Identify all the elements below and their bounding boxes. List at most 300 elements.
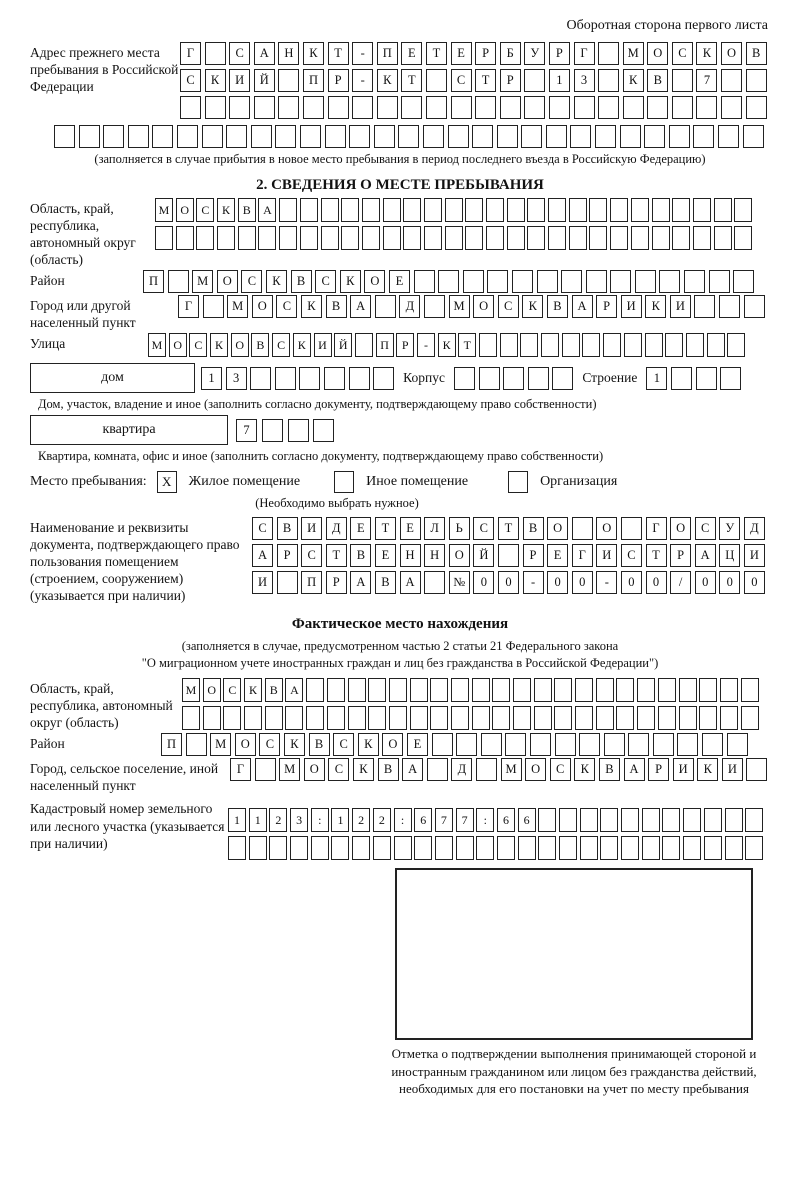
char-cell[interactable] [727,333,745,357]
char-cell[interactable] [598,69,619,92]
char-cell[interactable]: Р [396,333,414,357]
apartment-field-box[interactable]: квартира [30,415,228,445]
char-cell[interactable] [644,125,665,148]
char-cell[interactable]: О [203,678,221,702]
char-cell[interactable]: Д [326,517,347,540]
char-cell[interactable] [375,295,396,318]
char-cell[interactable] [586,270,607,293]
char-cell[interactable]: Р [326,571,347,594]
char-cell[interactable]: Р [277,544,298,567]
char-cell[interactable] [530,733,551,756]
char-cell[interactable]: И [673,758,694,781]
char-cell[interactable] [389,706,407,730]
char-cell[interactable] [472,706,490,730]
char-cell[interactable] [721,69,742,92]
char-cell[interactable]: С [301,544,322,567]
char-cell[interactable]: С [259,733,280,756]
char-cell[interactable] [694,295,715,318]
char-cell[interactable] [262,419,283,442]
char-cell[interactable]: К [217,198,235,222]
char-cell[interactable] [647,96,668,119]
char-cell[interactable]: Р [328,69,349,92]
char-cell[interactable] [424,295,445,318]
char-cell[interactable]: С [550,758,571,781]
char-cell[interactable]: - [352,42,373,65]
char-cell[interactable]: О [473,295,494,318]
char-cell[interactable]: В [746,42,767,65]
char-cell[interactable]: М [192,270,213,293]
char-cell[interactable]: Й [334,333,352,357]
char-cell[interactable] [196,226,214,250]
char-cell[interactable] [430,678,448,702]
char-cell[interactable]: Г [572,544,593,567]
char-cell[interactable] [684,270,705,293]
char-cell[interactable]: Г [180,42,201,65]
char-cell[interactable]: Т [426,42,447,65]
char-cell[interactable] [652,198,670,222]
char-cell[interactable] [720,367,741,390]
char-cell[interactable] [746,69,767,92]
char-cell[interactable]: С [328,758,349,781]
char-cell[interactable]: 7 [435,808,453,832]
char-cell[interactable]: И [744,544,765,567]
char-cell[interactable] [702,733,723,756]
char-cell[interactable] [398,125,419,148]
char-cell[interactable]: Г [230,758,251,781]
char-cell[interactable] [659,270,680,293]
char-cell[interactable] [603,333,621,357]
char-cell[interactable] [574,96,595,119]
char-cell[interactable]: Т [326,544,347,567]
char-cell[interactable]: Е [400,517,421,540]
char-cell[interactable]: 6 [518,808,536,832]
char-cell[interactable] [672,198,690,222]
char-cell[interactable] [562,333,580,357]
char-cell[interactable] [616,678,634,702]
char-cell[interactable] [277,571,298,594]
char-cell[interactable]: В [291,270,312,293]
char-cell[interactable]: А [695,544,716,567]
char-cell[interactable]: 2 [373,808,391,832]
char-cell[interactable] [683,808,701,832]
char-cell[interactable] [362,198,380,222]
char-cell[interactable] [534,706,552,730]
char-cell[interactable] [513,706,531,730]
char-cell[interactable] [288,419,309,442]
char-cell[interactable] [279,198,297,222]
char-cell[interactable]: П [377,42,398,65]
char-cell[interactable]: 7 [696,69,717,92]
char-cell[interactable] [589,198,607,222]
char-cell[interactable] [389,678,407,702]
char-cell[interactable]: Б [500,42,521,65]
char-cell[interactable]: А [400,571,421,594]
char-cell[interactable] [313,419,334,442]
char-cell[interactable] [290,836,308,860]
char-cell[interactable] [598,42,619,65]
char-cell[interactable]: 3 [290,808,308,832]
char-cell[interactable] [637,678,655,702]
char-cell[interactable] [54,125,75,148]
char-cell[interactable] [538,836,556,860]
char-cell[interactable] [424,198,442,222]
char-cell[interactable] [595,125,616,148]
char-cell[interactable]: В [350,544,371,567]
char-cell[interactable] [549,96,570,119]
char-cell[interactable] [498,544,519,567]
char-cell[interactable] [569,198,587,222]
char-cell[interactable] [546,125,567,148]
char-cell[interactable] [481,733,502,756]
char-cell[interactable]: К [266,270,287,293]
char-cell[interactable]: 1 [201,367,222,390]
char-cell[interactable] [426,69,447,92]
char-cell[interactable] [348,678,366,702]
char-cell[interactable]: Т [458,333,476,357]
char-cell[interactable]: С [621,544,642,567]
char-cell[interactable]: С [333,733,354,756]
char-cell[interactable] [734,226,752,250]
char-cell[interactable] [321,226,339,250]
char-cell[interactable] [696,96,717,119]
char-cell[interactable] [672,69,693,92]
char-cell[interactable] [176,226,194,250]
char-cell[interactable]: Т [646,544,667,567]
char-cell[interactable] [275,125,296,148]
char-cell[interactable] [725,808,743,832]
char-cell[interactable]: М [210,733,231,756]
char-cell[interactable]: И [314,333,332,357]
char-cell[interactable] [623,96,644,119]
char-cell[interactable] [180,96,201,119]
char-cell[interactable]: Н [278,42,299,65]
char-cell[interactable] [696,367,717,390]
char-cell[interactable] [637,706,655,730]
char-cell[interactable] [217,226,235,250]
char-cell[interactable]: 2 [269,808,287,832]
char-cell[interactable]: Р [596,295,617,318]
char-cell[interactable] [662,808,680,832]
char-cell[interactable] [497,836,515,860]
char-cell[interactable] [348,706,366,730]
char-cell[interactable] [527,198,545,222]
char-cell[interactable] [512,270,533,293]
char-cell[interactable]: П [301,571,322,594]
char-cell[interactable]: С [473,517,494,540]
char-cell[interactable]: О [364,270,385,293]
char-cell[interactable] [693,198,711,222]
char-cell[interactable]: Е [389,270,410,293]
char-cell[interactable] [155,226,173,250]
char-cell[interactable] [620,125,641,148]
char-cell[interactable]: К [697,758,718,781]
char-cell[interactable]: 0 [572,571,593,594]
char-cell[interactable]: О [449,544,470,567]
char-cell[interactable] [541,333,559,357]
char-cell[interactable] [306,678,324,702]
char-cell[interactable]: 0 [498,571,519,594]
char-cell[interactable]: Г [574,42,595,65]
char-cell[interactable] [487,270,508,293]
char-cell[interactable] [454,367,475,390]
char-cell[interactable] [669,125,690,148]
char-cell[interactable] [507,226,525,250]
char-cell[interactable]: О [670,517,691,540]
char-cell[interactable]: Т [328,42,349,65]
char-cell[interactable]: К [358,733,379,756]
char-cell[interactable] [486,198,504,222]
char-cell[interactable] [679,706,697,730]
char-cell[interactable]: С [252,517,273,540]
char-cell[interactable] [251,125,272,148]
char-cell[interactable]: В [547,295,568,318]
char-cell[interactable]: - [596,571,617,594]
char-cell[interactable] [451,678,469,702]
char-cell[interactable] [677,733,698,756]
char-cell[interactable]: В [265,678,283,702]
char-cell[interactable]: 0 [473,571,494,594]
char-cell[interactable] [341,198,359,222]
char-cell[interactable]: К [645,295,666,318]
char-cell[interactable]: М [227,295,248,318]
char-cell[interactable]: С [672,42,693,65]
char-cell[interactable] [699,678,717,702]
char-cell[interactable] [451,96,472,119]
char-cell[interactable]: С [229,42,250,65]
char-cell[interactable] [598,96,619,119]
char-cell[interactable] [374,125,395,148]
char-cell[interactable] [720,706,738,730]
char-cell[interactable]: К [340,270,361,293]
char-cell[interactable]: В [277,517,298,540]
char-cell[interactable] [579,733,600,756]
char-cell[interactable] [279,226,297,250]
char-cell[interactable] [435,836,453,860]
char-cell[interactable] [479,333,497,357]
char-cell[interactable]: 7 [236,419,257,442]
char-cell[interactable]: С [315,270,336,293]
char-cell[interactable]: И [229,69,250,92]
char-cell[interactable]: - [523,571,544,594]
char-cell[interactable] [423,125,444,148]
char-cell[interactable] [476,836,494,860]
char-cell[interactable] [572,517,593,540]
char-cell[interactable] [463,270,484,293]
char-cell[interactable] [709,270,730,293]
char-cell[interactable] [628,733,649,756]
char-cell[interactable] [299,367,320,390]
char-cell[interactable] [362,226,380,250]
char-cell[interactable] [269,836,287,860]
char-cell[interactable] [580,836,598,860]
char-cell[interactable]: П [303,69,324,92]
char-cell[interactable] [548,226,566,250]
char-cell[interactable] [424,226,442,250]
organization-checkbox[interactable] [508,471,528,493]
char-cell[interactable] [621,517,642,540]
char-cell[interactable]: Е [375,544,396,567]
char-cell[interactable] [497,125,518,148]
char-cell[interactable]: К [623,69,644,92]
char-cell[interactable] [479,367,500,390]
char-cell[interactable] [658,706,676,730]
char-cell[interactable] [589,226,607,250]
char-cell[interactable] [672,226,690,250]
char-cell[interactable]: 6 [497,808,515,832]
char-cell[interactable]: 3 [226,367,247,390]
char-cell[interactable] [554,706,572,730]
char-cell[interactable] [720,678,738,702]
char-cell[interactable]: Н [400,544,421,567]
char-cell[interactable]: О [176,198,194,222]
char-cell[interactable] [610,226,628,250]
char-cell[interactable] [658,678,676,702]
char-cell[interactable] [741,706,759,730]
char-cell[interactable]: : [311,808,329,832]
char-cell[interactable] [714,198,732,222]
char-cell[interactable] [311,836,329,860]
char-cell[interactable]: / [670,571,691,594]
char-cell[interactable] [733,270,754,293]
char-cell[interactable] [554,678,572,702]
char-cell[interactable]: Е [407,733,428,756]
char-cell[interactable] [520,333,538,357]
char-cell[interactable] [699,706,717,730]
char-cell[interactable]: Г [646,517,667,540]
char-cell[interactable]: В [599,758,620,781]
char-cell[interactable] [203,706,221,730]
char-cell[interactable] [373,367,394,390]
char-cell[interactable]: П [376,333,394,357]
char-cell[interactable] [635,270,656,293]
char-cell[interactable]: Й [473,544,494,567]
char-cell[interactable] [427,758,448,781]
char-cell[interactable] [465,226,483,250]
char-cell[interactable] [377,96,398,119]
char-cell[interactable] [718,125,739,148]
char-cell[interactable]: С [180,69,201,92]
char-cell[interactable] [513,678,531,702]
char-cell[interactable]: Ц [719,544,740,567]
char-cell[interactable] [524,96,545,119]
char-cell[interactable] [693,226,711,250]
char-cell[interactable]: А [258,198,276,222]
char-cell[interactable] [704,836,722,860]
char-cell[interactable] [355,333,373,357]
char-cell[interactable] [430,706,448,730]
char-cell[interactable]: Д [399,295,420,318]
char-cell[interactable] [665,333,683,357]
char-cell[interactable] [255,758,276,781]
char-cell[interactable]: А [254,42,275,65]
char-cell[interactable]: Ь [449,517,470,540]
char-cell[interactable] [451,706,469,730]
char-cell[interactable] [128,125,149,148]
char-cell[interactable]: М [279,758,300,781]
char-cell[interactable] [403,198,421,222]
char-cell[interactable]: М [182,678,200,702]
char-cell[interactable] [570,125,591,148]
char-cell[interactable] [719,295,740,318]
char-cell[interactable]: О [235,733,256,756]
char-cell[interactable]: 2 [352,808,370,832]
char-cell[interactable]: Р [670,544,691,567]
char-cell[interactable] [414,270,435,293]
char-cell[interactable] [725,836,743,860]
char-cell[interactable]: Р [523,544,544,567]
char-cell[interactable]: Т [498,517,519,540]
char-cell[interactable]: 1 [549,69,570,92]
char-cell[interactable] [401,96,422,119]
char-cell[interactable] [306,706,324,730]
char-cell[interactable] [507,198,525,222]
char-cell[interactable] [285,706,303,730]
char-cell[interactable] [300,125,321,148]
char-cell[interactable]: К [301,295,322,318]
char-cell[interactable]: С [276,295,297,318]
char-cell[interactable]: Г [178,295,199,318]
char-cell[interactable] [616,706,634,730]
char-cell[interactable]: 1 [646,367,667,390]
char-cell[interactable]: К [522,295,543,318]
char-cell[interactable]: 0 [719,571,740,594]
char-cell[interactable] [229,96,250,119]
char-cell[interactable]: № [449,571,470,594]
char-cell[interactable]: 3 [574,69,595,92]
char-cell[interactable] [368,706,386,730]
char-cell[interactable] [746,96,767,119]
char-cell[interactable]: : [476,808,494,832]
char-cell[interactable]: А [350,571,371,594]
char-cell[interactable] [503,367,524,390]
char-cell[interactable]: К [377,69,398,92]
char-cell[interactable]: П [161,733,182,756]
char-cell[interactable] [394,836,412,860]
char-cell[interactable] [580,808,598,832]
char-cell[interactable]: : [394,808,412,832]
char-cell[interactable] [537,270,558,293]
char-cell[interactable] [621,808,639,832]
char-cell[interactable] [278,69,299,92]
char-cell[interactable] [203,295,224,318]
char-cell[interactable]: О [596,517,617,540]
char-cell[interactable] [743,125,764,148]
char-cell[interactable]: С [695,517,716,540]
char-cell[interactable] [538,808,556,832]
char-cell[interactable]: В [251,333,269,357]
char-cell[interactable] [746,758,767,781]
char-cell[interactable] [645,333,663,357]
char-cell[interactable] [327,678,345,702]
char-cell[interactable] [693,125,714,148]
char-cell[interactable]: Р [648,758,669,781]
char-cell[interactable]: К [293,333,311,357]
char-cell[interactable] [642,808,660,832]
char-cell[interactable]: В [309,733,330,756]
char-cell[interactable]: К [696,42,717,65]
char-cell[interactable]: А [252,544,273,567]
char-cell[interactable] [300,226,318,250]
char-cell[interactable]: О [547,517,568,540]
char-cell[interactable]: Т [401,69,422,92]
char-cell[interactable]: А [285,678,303,702]
char-cell[interactable]: Л [424,517,445,540]
char-cell[interactable] [534,678,552,702]
char-cell[interactable]: К [353,758,374,781]
char-cell[interactable]: О [169,333,187,357]
char-cell[interactable] [528,367,549,390]
char-cell[interactable]: С [241,270,262,293]
